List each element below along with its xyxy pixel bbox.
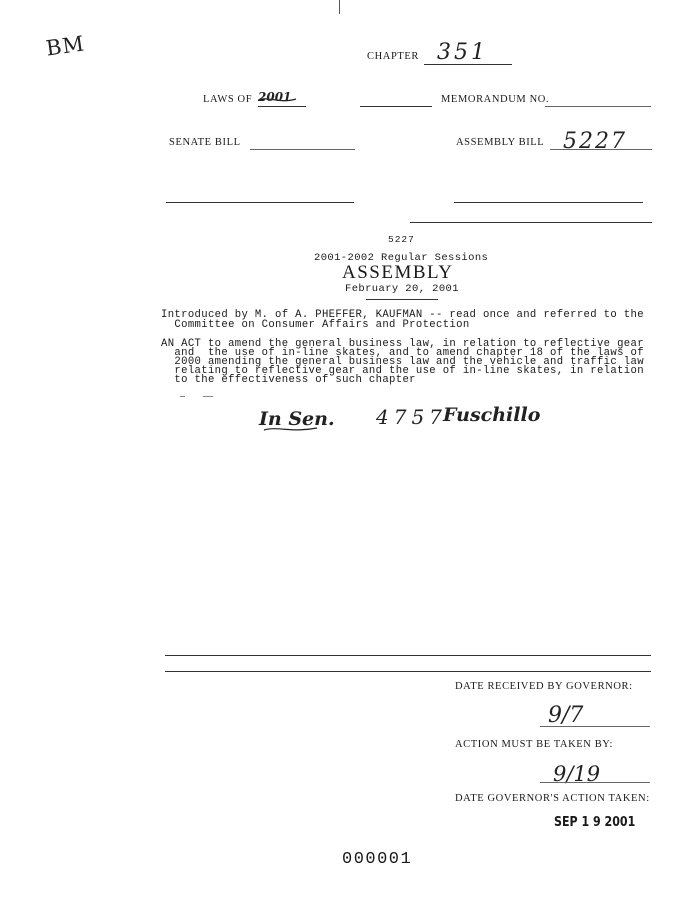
- session-text: 2001-2002 Regular Sessions: [314, 252, 489, 264]
- bill-date: February 20, 2001: [345, 283, 459, 295]
- laws-middle-line: [360, 106, 432, 107]
- action-by-label: ACTION MUST BE TAKEN BY:: [455, 739, 614, 750]
- laws-of-label: LAWS OF: [203, 94, 253, 105]
- laws-year-correction-mark: [258, 96, 298, 104]
- assembly-bill-label: ASSEMBLY BILL: [456, 137, 545, 148]
- date-received-line: [540, 726, 650, 727]
- senate-bill-label: SENATE BILL: [169, 137, 241, 148]
- bottom-rule-2: [165, 671, 651, 672]
- assembly-bill-number: 5227: [563, 129, 627, 154]
- chapter-number: 351: [437, 40, 488, 65]
- memorandum-label: MEMORANDUM NO.: [441, 94, 550, 105]
- bottom-rule-1: [165, 655, 651, 656]
- laws-of-year: 2001: [258, 90, 292, 104]
- act-line-2: and the use of in-line skates, and to amend chapter 18 of the laws of: [161, 347, 644, 359]
- introduced-line-1: Introduced by M. of A. PHEFFER, KAUFMAN -- read once and referred to the: [161, 309, 644, 321]
- date-received-label: DATE RECEIVED BY GOVERNOR:: [455, 681, 633, 692]
- date-received-value: 9/7: [548, 703, 584, 728]
- note-underscore-stroke: [262, 424, 322, 434]
- introduced-line-2: Committee on Consumer Affairs and Protection: [161, 319, 470, 331]
- margin-initials: BM: [44, 31, 87, 61]
- chapter-line: [424, 64, 512, 65]
- act-line-5: to the effectiveness of such chapter: [161, 374, 416, 386]
- memorandum-line: [545, 106, 651, 107]
- blank-line-right: [454, 202, 643, 203]
- action-taken-stamp: SEP 1 9 2001: [554, 815, 636, 830]
- action-by-line: [540, 782, 650, 783]
- chapter-label: CHAPTER: [367, 51, 420, 62]
- action-taken-label: DATE GOVERNOR'S ACTION TAKEN:: [455, 793, 650, 804]
- laws-of-line: [258, 106, 306, 107]
- act-line-1: AN ACT to amend the general business law, in relation to reflective gear: [161, 338, 644, 350]
- act-line-4: relating to reflective gear and the use of in-line skates, in relation: [161, 365, 644, 377]
- top-edge-mark: [339, 0, 340, 14]
- handwritten-note-prefix: In Sen.: [259, 408, 335, 430]
- handwritten-note-number: 4757: [376, 405, 447, 429]
- blank-line-left: [166, 202, 354, 203]
- page-number: 000001: [342, 850, 413, 869]
- senate-bill-line: [250, 149, 355, 150]
- assembly-bill-line: [550, 149, 652, 150]
- scan-speck: [203, 396, 213, 397]
- blank-line-right-2: [410, 222, 652, 223]
- house-title: ASSEMBLY: [342, 262, 454, 283]
- handwritten-note-suffix: Fuschillo: [443, 404, 541, 426]
- bill-number-header: 5227: [388, 234, 415, 245]
- act-line-3: 2000 amending the general business law and the vehicle and traffic law: [161, 356, 644, 368]
- scan-speck: [180, 396, 185, 397]
- header-divider: [366, 299, 438, 300]
- action-by-value: 9/19: [553, 762, 601, 786]
